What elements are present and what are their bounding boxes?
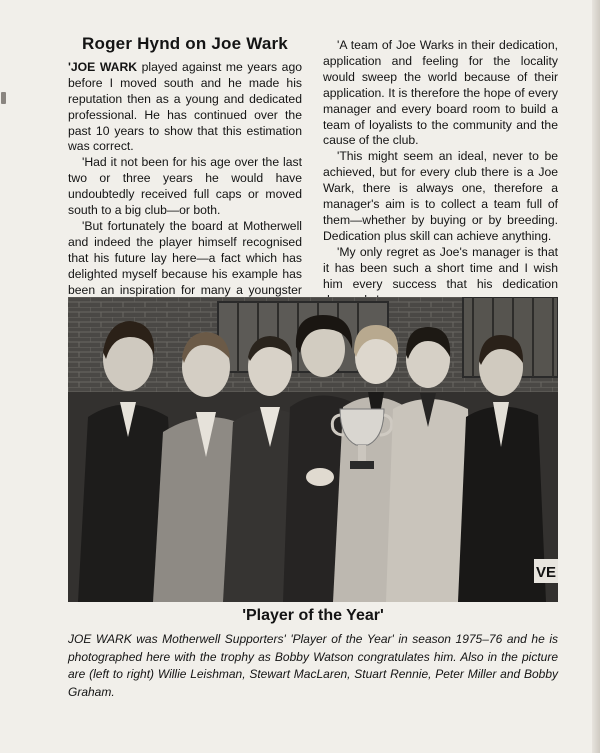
article-paragraph: 'A team of Joe Warks in their dedication, application and feeling for the locality would sweep the world because of their application. It is therefore the hope of every manager and every board room to build a team of loyalists to the community and the cause of the club. — [323, 38, 558, 148]
handshake-hands — [306, 468, 334, 486]
page-edge — [592, 0, 600, 753]
article-paragraph: 'But fortunately the board at Motherwell and indeed the player himself recognised that his future lay here—a fact which has delighted myself because his example has been an inspiration for many a youngster — [68, 218, 302, 297]
article-paragraph — [68, 60, 302, 155]
lead-name: 'JOE WARK — [68, 59, 138, 74]
team-photo-illustration — [68, 297, 558, 602]
team-photo — [68, 297, 558, 602]
photo-caption-title: 'Player of the Year' — [242, 607, 384, 624]
article-headline: Roger Hynd on Joe Wark — [82, 34, 288, 53]
article-paragraph: 'My only regret as Joe's manager is that it has been such a short time and I wish him every success that his dedication — [323, 244, 558, 291]
photo-caption-body: JOE WARK was Motherwell Supporters' 'Player of the Year' in season 1975–76 and he is photographed here with the trophy as Bobby Watson congratulates him. Also in the picture are (left to right) Willie Leishman, Stewart MacLaren, Stuart Rennie, Peter Miller and Bobby Graham. — [68, 632, 558, 699]
article-right-column — [323, 38, 558, 308]
paragraph-text: played against me years ago before I moved south and he made his reputation then as a young and dedicated professional. He has continued over the past 10 years to show that this estimation was correct. — [68, 59, 303, 154]
article-paragraph: 'This might seem an ideal, never to be achieved, but for every club there is a Joe Wark, there is always one, therefore a manager's aim is to collect a team full of them—whether by buying or by breeding. Dedication plus skill can achieve anything. — [323, 149, 558, 243]
article-paragraph: 'Had it not been for his age over the last two or three years he would have undoubtedly received full caps or moved south to a big club—or both. — [68, 155, 302, 218]
staple-mark — [1, 92, 6, 104]
sign-fragment: VE — [536, 564, 557, 581]
